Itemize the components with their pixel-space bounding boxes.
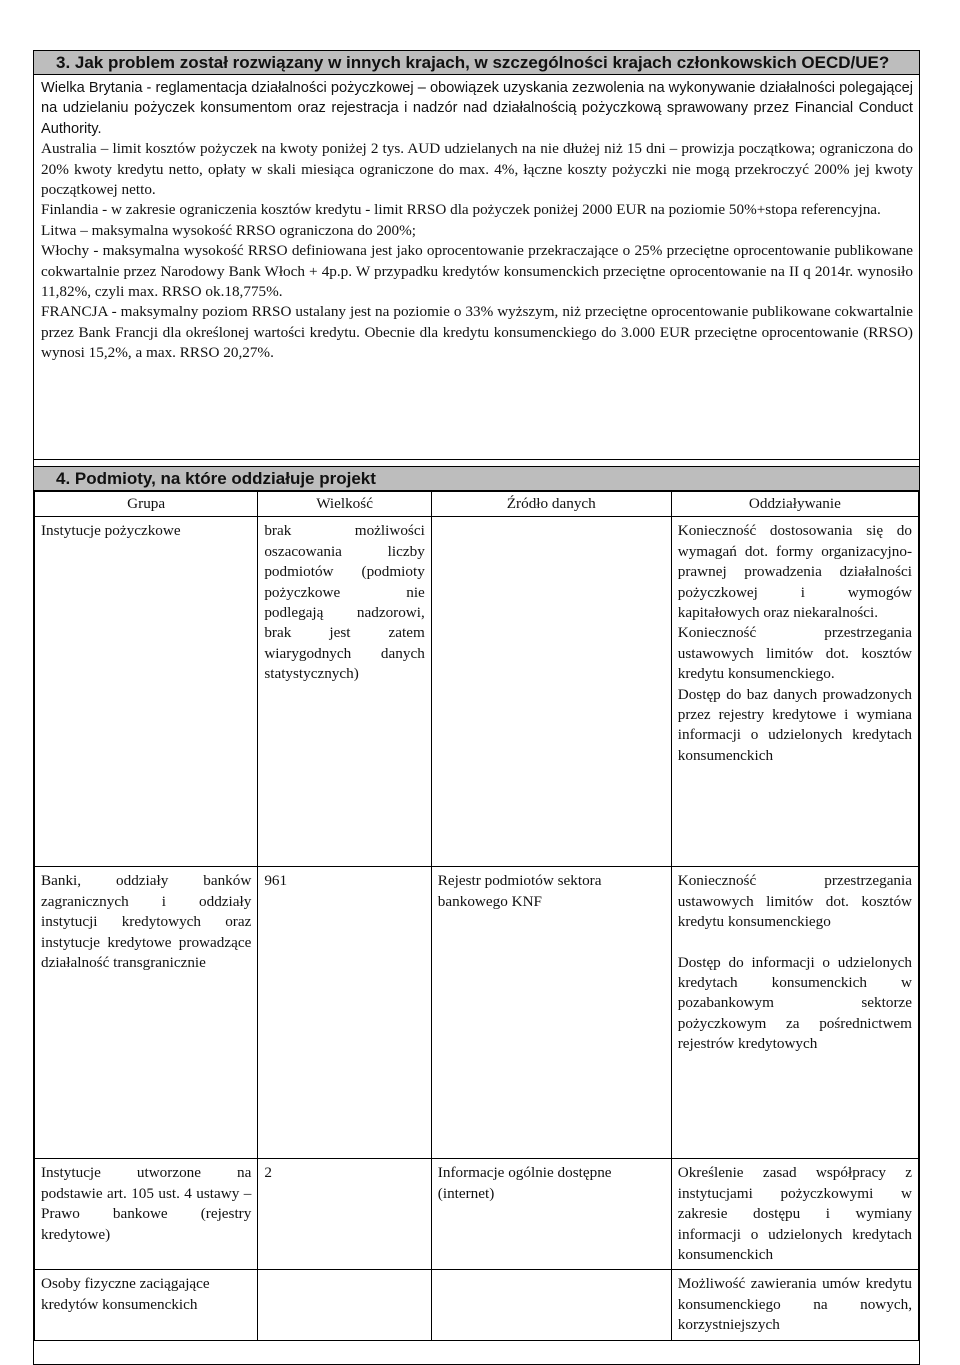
table-header-row [35,492,919,517]
table-row [35,1270,919,1340]
cell-wielkosc: 2 [258,1159,431,1270]
section-3-header: 3. Jak problem został rozwiązany w innych krajach, w szczególności krajach członkowskich OECD/UE? [34,51,919,75]
cell-oddzialywanie [671,867,918,1159]
paragraph-lithuania: Litwa – maksymalna wysokość RRSO ograniczona do 200%; [41,221,416,239]
column-header-oddzialywanie: Oddziaływanie [671,492,918,517]
cell-wielkosc [258,1270,431,1340]
impact-item: Konieczność przestrzegania ustawowych limitów dot. kosztów kredytu konsumenckiego. [677,624,912,683]
column-header-wielkosc: Wielkość [258,492,431,517]
paragraph-australia: Australia – limit kosztów pożyczek na kwoty poniżej 2 tys. AUD udzielanych na nie dłużej niż 15 dni – prowizja początkowa; ograniczona do 20% kwoty kredytu netto, opłaty w skali miesiąca ograniczone do max. 4%, łączne koszty pożyczki nie mogą przekroczyć 200% jej kwoty początkowej netto. [41,140,913,199]
section-4 [33,460,920,1365]
paragraph-france: FRANCJA - maksymalny poziom RRSO ustalany jest na poziomie o 33% wyższym, niż przeciętne oprocentowanie publikowane cokwartalnie przez Bank Francji dla określonej wartości kredytu. Obecnie dla kredytu konsumenckiego do 3.000 EUR przeciętne oprocentowanie (RRSO) wynosi 15,2%, a max. RRSO 20,27%. [41,303,913,362]
cell-grupa: Instytucje pożyczkowe [35,517,258,867]
section-4-header: 4. Podmioty, na które oddziałuje projekt [34,466,919,491]
cell-zrodlo: Rejestr podmiotów sektora bankowego KNF [431,867,671,1159]
table-row [35,867,919,1159]
column-header-grupa: Grupa [35,492,258,517]
cell-grupa: Osoby fizyczne zaciągające kredytów konsumenckich [35,1270,258,1340]
cell-grupa: Instytucje utworzone na podstawie art. 105 ust. 4 ustawy – Prawo bankowe (rejestry kredytowe) [35,1159,258,1270]
cell-oddzialywanie [671,517,918,867]
impact-item: Dostęp do baz danych prowadzonych przez rejestry kredytowe i wymiana informacji o udzielonych kredytach konsumenckich [677,685,912,764]
cell-zrodlo [431,517,671,867]
cell-zrodlo: Informacje ogólnie dostępne (internet) [431,1159,671,1270]
impact-item: Konieczność przestrzegania ustawowych limitów dot. kosztów kredytu konsumenckiego [677,872,912,931]
column-header-zrodlo: Źródło danych [431,492,671,517]
cell-wielkosc: 961 [258,867,431,1159]
impact-item: Możliwość zawierania umów kredytu konsumenckiego na nowych, korzystniejszych [677,1275,912,1334]
cell-zrodlo [431,1270,671,1340]
stakeholders-table [34,491,919,1341]
paragraph-finland: Finlandia - w zakresie ograniczenia kosztów kredytu - limit RRSO dla pożyczek poniżej 2000 EUR na poziomie 50%+stopa referencyjna. [41,201,881,219]
impact-item: Dostęp do informacji o udzielonych kredytach konsumenckich w pozabankowym sektorze pożyczkowym za pośrednictwem rejestrów kredytowych [677,953,912,1053]
impact-item: Konieczność dostosowania się do wymagań dot. formy organizacyjno-prawnej prowadzenia działalności pożyczkowej i wymogów kapitałowych oraz niekaralności. [677,522,912,622]
paragraph-italy: Włochy - maksymalna wysokość RRSO definiowana jest jako oprocentowanie przekraczające o 25% przeciętne oprocentowanie publikowane cokwartalnie przez Narodowy Bank Włoch + 4p.p. W przypadku kredytów konsumenckich przeciętne oprocentowanie na II q 2014r. wynosiło 11,82%, czyli max. RRSO ok.18,775%. [41,242,913,301]
section-3 [33,50,920,460]
cell-oddzialywanie [671,1159,918,1270]
impact-item: Określenie zasad współpracy z instytucjami pożyczkowymi w zakresie dostępu i wymiany informacji o udzielonych kredytach konsumenckich [677,1164,912,1264]
cell-wielkosc: brak możliwości oszacowania liczby podmiotów (podmioty pożyczkowe nie podlegają nadzorowi, brak jest zatem wiarygodnych danych statystycznych) [258,517,431,867]
cell-oddzialywanie [671,1270,918,1340]
paragraph-uk: Wielka Brytania - reglamentacja działalności pożyczkowej – obowiązek uzyskania zezwolenia na wykonywanie działalności polegającej na udzielaniu pożyczek konsumentom oraz rejestracja i nadzór nad działalnością pożyczkową sprawowany przez Financial Conduct Authority. [41,80,913,137]
cell-grupa: Banki, oddziały banków zagranicznych i oddziały instytucji kredytowych oraz instytucje kredytowe prowadzące działalność transgranicznie [35,867,258,1159]
section-3-body [34,75,919,364]
table-row [35,1159,919,1270]
table-row [35,517,919,867]
